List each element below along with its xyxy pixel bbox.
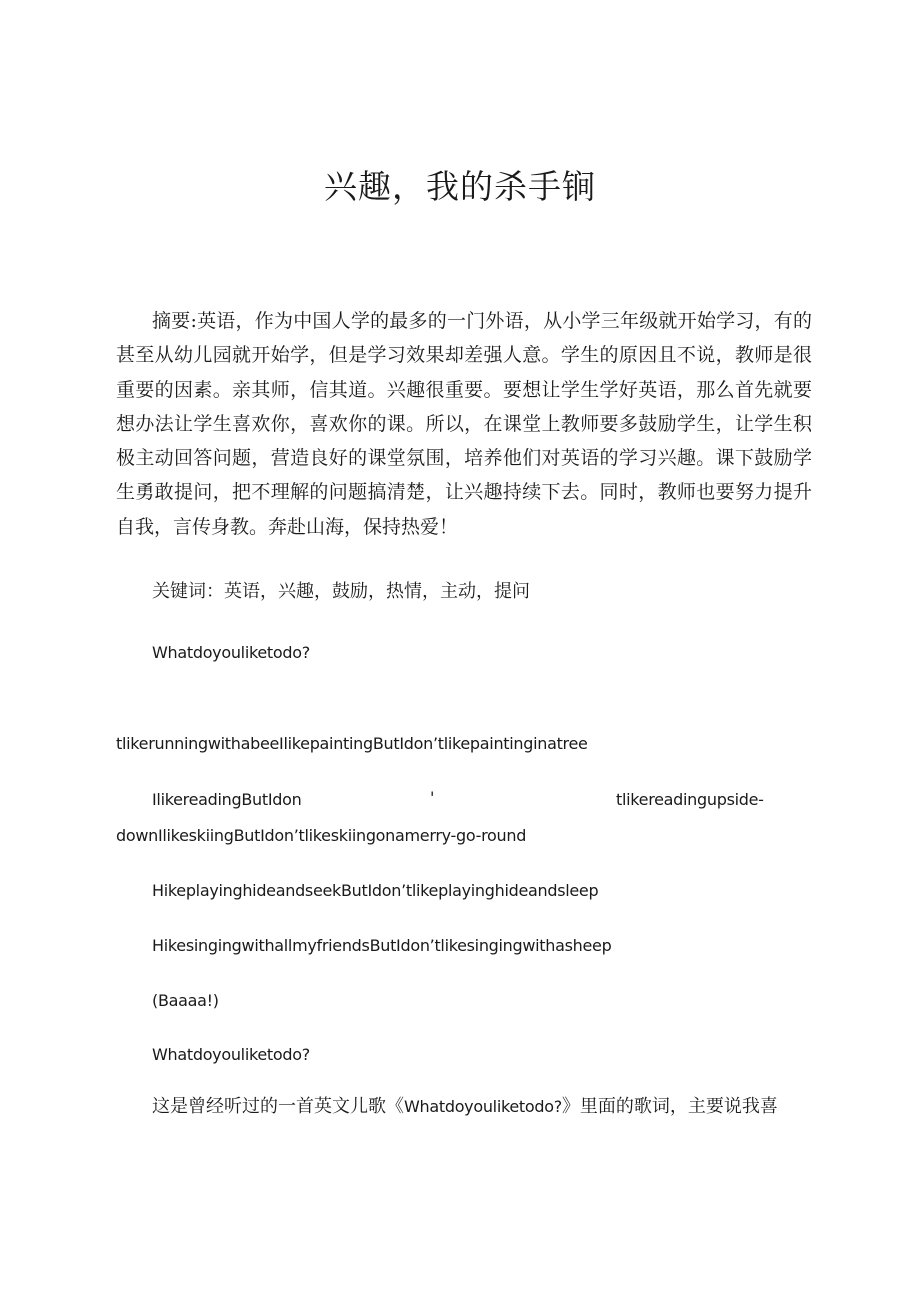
closing-text-before: 这是曾经听过的一首英文儿歌《 [152,1096,404,1117]
song-line-2-apostrophe: ' [430,788,435,807]
abstract-text: 英语，作为中国人学的最多的一门外语，从小学三年级就开始学习，有的甚至从幼儿园就开始学，但是学习效果却差强人意。学生的原因且不说，教师是很重要的因素。亲其师，信其道。兴趣很重要。要想让学生学好英语，那么首先就要想办法让学生喜欢你，喜欢你的课。所以，在课堂上教师要多鼓励学生，让学生积极主动回答问题，营造良好的课堂氛围，培养他们对英语的学习兴趣。课下鼓励学生勇敢提问，把不理解的问题搞清楚，让兴趣持续下去。同时，教师也要努力提升自我，言传身教。奔赴山海，保持热爱！ [116,310,812,538]
song-question-1: Whatdoyouliketodo? [152,643,310,662]
closing-song-title: Whatdoyouliketodo? [404,1097,562,1116]
keywords-line: 关键词：英语，兴趣，鼓励，热情，主动，提问 [152,581,530,602]
abstract-paragraph [116,304,812,544]
song-line-2-start: IlikereadingButIdon [152,790,302,809]
song-line-1: tlikerunningwithabeeIlikepaintingButIdon’tlikepaintinginatree [116,734,588,753]
abstract-label: 摘要: [152,310,197,332]
song-line-3: downIlikeskiingButIdon’tlikeskiingonamerry-go-round [116,826,527,845]
song-question-2: Whatdoyouliketodo? [152,1045,310,1064]
song-line-6: (Baaaa!) [152,991,219,1010]
song-line-5: HikesingingwithallmyfriendsButIdon’tlikesingingwithasheep [152,936,612,955]
song-line-2-end: tlikereadingupside- [616,790,764,809]
song-line-4: HikeplayinghideandseekButIdon’tlikeplayinghideandsleep [152,881,599,900]
closing-text-after: 》里面的歌词，主要说我喜 [561,1096,778,1117]
page-title: 兴趣，我的杀手锏 [324,167,596,206]
closing-paragraph [152,1095,778,1119]
